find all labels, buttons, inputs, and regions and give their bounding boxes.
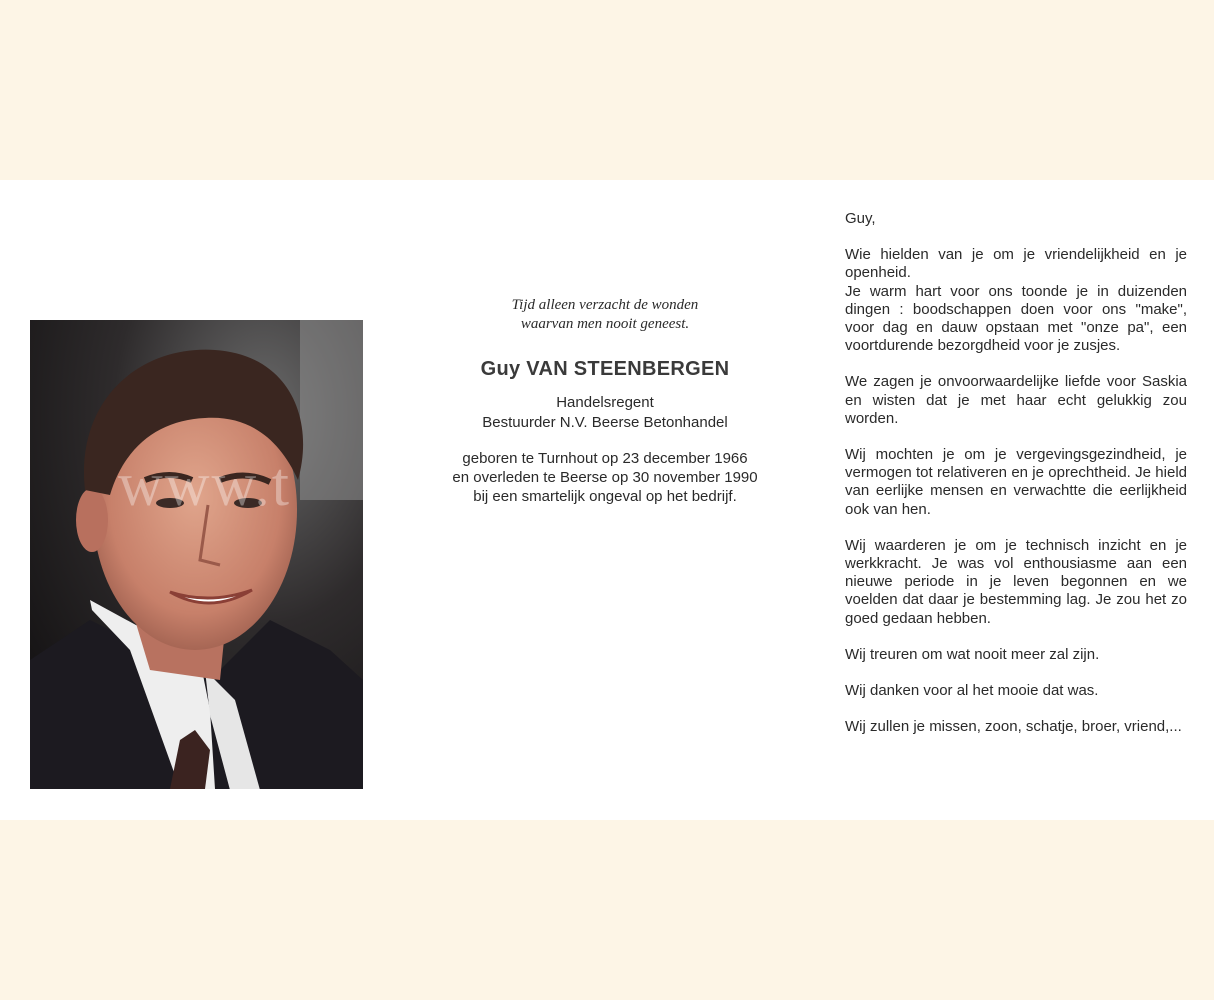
birth-death-info xyxy=(420,449,790,506)
tribute-paragraph: Wij mochten je om je vergevingsgezindheid, je vermogen tot relativeren en je oprechtheid. Je hield van eerlijke mensen en verwachtte die eerlijkheid ook van hen. xyxy=(845,446,1187,518)
date-line-3: bij een smartelijk ongeval op het bedrijf. xyxy=(473,488,737,505)
date-line-2: en overleden te Beerse op 30 november 1990 xyxy=(452,469,758,486)
greeting: Guy, xyxy=(845,210,876,227)
tribute-text xyxy=(845,210,1187,754)
role-line-2: Bestuurder N.V. Beerse Betonhandel xyxy=(482,414,728,431)
tribute-paragraph: Wie hielden van je om je vriendelijkheid en je openheid. xyxy=(845,246,1187,282)
deceased-name: Guy VAN STEENBERGEN xyxy=(480,358,730,380)
portrait-photo xyxy=(30,320,363,789)
watermark-text: www.t xyxy=(118,451,292,519)
center-column xyxy=(420,296,790,506)
tribute-paragraph: Wij waarderen je om je technisch inzicht en je werkkracht. Je was vol enthousiasme aan een nieuwe periode in je leven begonnen en we voelden dat daar je bestemming lag. Je zou het zo goed gedaan hebben. xyxy=(845,536,1187,627)
roles xyxy=(420,393,790,433)
tribute-paragraph: Je warm hart voor ons toonde je in duizenden dingen : boodschappen doen voor ons "make", voor dag en dauw opstaan met "onze pa", een voortdurende bezorgdheid voor je zusjes. xyxy=(845,282,1187,355)
memorial-card xyxy=(0,180,1214,820)
date-line-1: geboren te Turnhout op 23 december 1966 xyxy=(462,450,748,467)
quote-line-2: waarvan men nooit geneest. xyxy=(520,316,690,332)
bottom-margin xyxy=(0,820,1214,1000)
role-line-1: Handelsregent xyxy=(556,394,654,411)
tribute-paragraph: Wij danken voor al het mooie dat was. xyxy=(845,682,1099,700)
portrait-illustration xyxy=(30,320,363,789)
tribute-paragraph: Wij zullen je missen, zoon, schatje, broer, vriend,... xyxy=(845,718,1182,736)
top-margin xyxy=(0,0,1214,180)
memorial-quote xyxy=(420,296,790,334)
tribute-paragraph: We zagen je onvoorwaardelijke liefde voor Saskia en wisten dat je met haar echt gelukkig zou worden. xyxy=(845,373,1187,427)
quote-line-1: Tijd alleen verzacht de wonden xyxy=(511,297,699,313)
tribute-paragraph: Wij treuren om wat nooit meer zal zijn. xyxy=(845,645,1100,663)
